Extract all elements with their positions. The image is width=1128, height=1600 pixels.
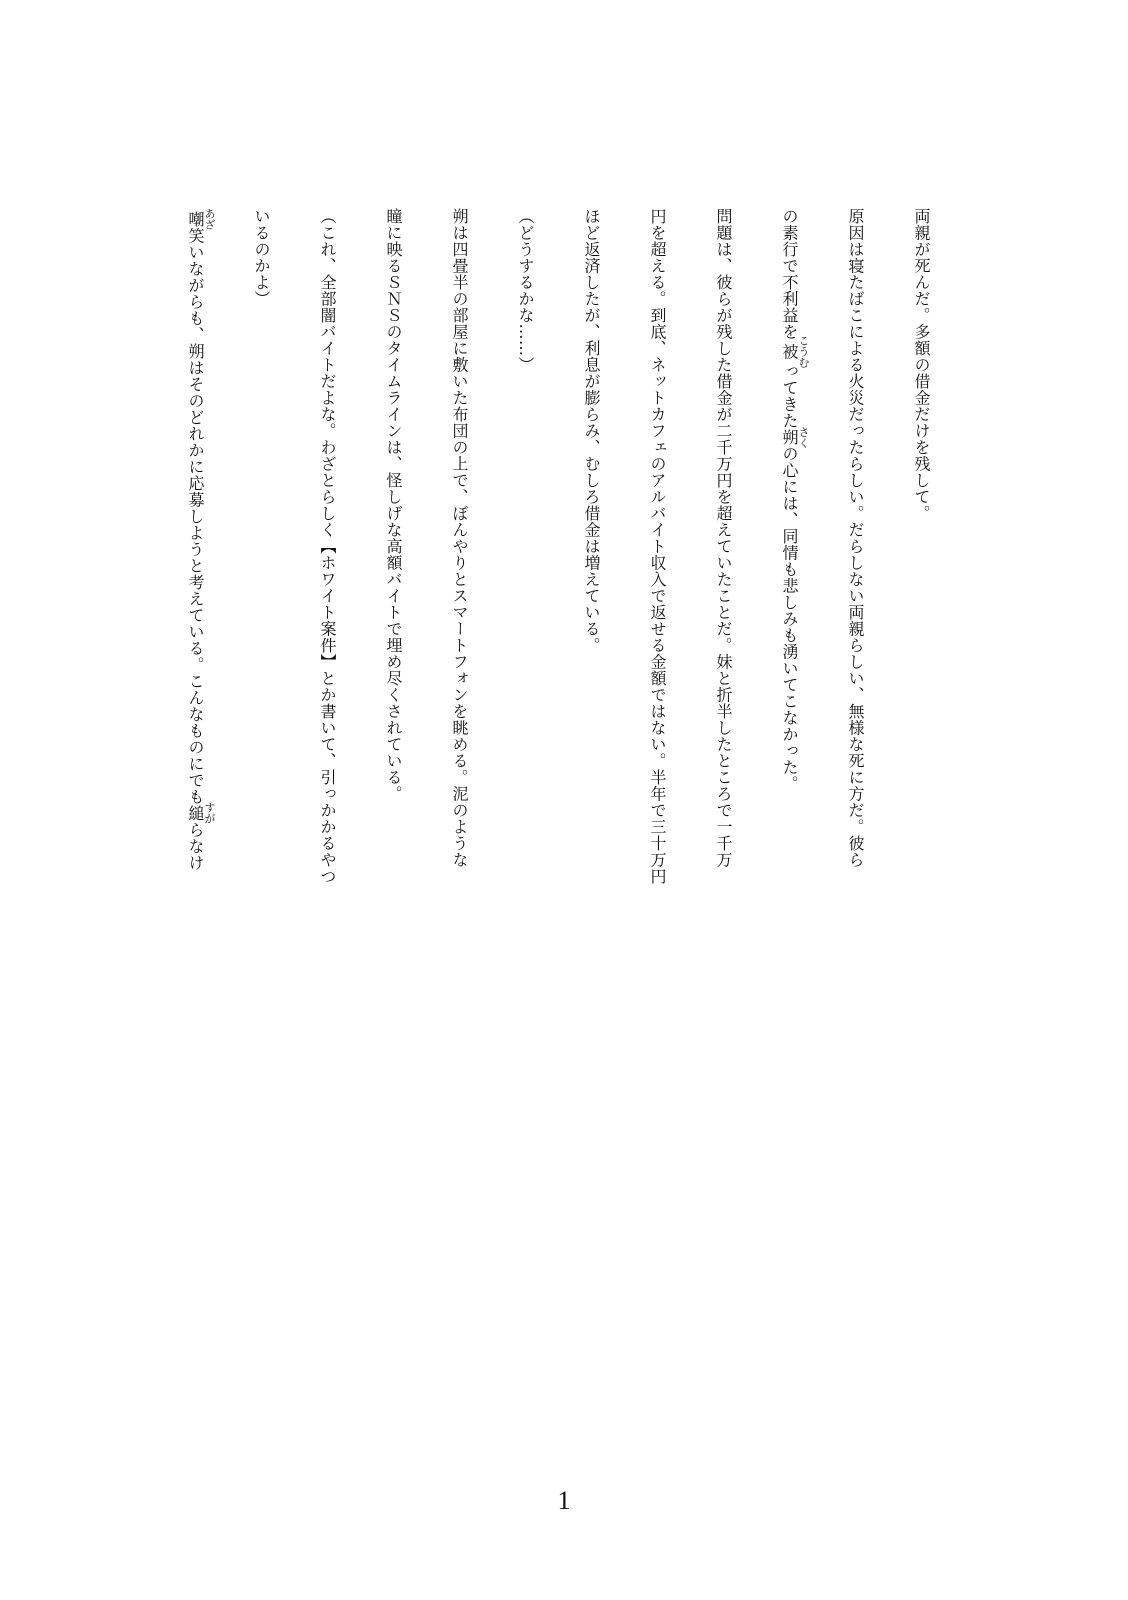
text-segment: らなけ xyxy=(186,821,205,871)
text-line: （どうするかな……） xyxy=(516,208,535,373)
ruby-word xyxy=(780,335,810,368)
text-line: 瞳に映るＳＮＳのタイムラインは、怪しげな高額バイトで埋め尽くされている。 xyxy=(384,208,403,802)
ruby-base: 朔 xyxy=(780,426,799,449)
text-line: 朔は四畳半の部屋に敷いた布団の上で、ぼんやりとスマートフォンを眺める。泥のような xyxy=(450,208,469,868)
ruby-base: 被 xyxy=(780,335,799,368)
text-segment: ってきた xyxy=(780,363,799,429)
ruby-reading: すが xyxy=(203,802,216,824)
text-line xyxy=(756,208,822,1348)
ruby-word xyxy=(186,802,216,824)
text-line: 原因は寝たばこによる火災だったらしい。だらしない両親らしい、無様な死に方だ。彼ら xyxy=(846,208,865,868)
ruby-reading: こうむ xyxy=(797,335,810,368)
ruby-word xyxy=(780,426,810,449)
ruby-reading: さく xyxy=(797,426,810,449)
text-line xyxy=(162,208,228,1348)
text-line: いるのかよ） xyxy=(252,208,271,307)
text-line: ほど返済したが、利息が膨らみ、むしろ借金は増えている。 xyxy=(582,208,601,654)
page-number: 1 xyxy=(557,1486,571,1515)
ruby-word xyxy=(186,208,216,230)
ruby-reading: あざ xyxy=(203,208,216,230)
ruby-base: 嘲 xyxy=(186,208,205,230)
ruby-base: 縋 xyxy=(186,802,205,824)
text-segment: の素行で不利益を xyxy=(780,208,799,340)
text-segment: 笑いながらも、朔はそのどれかに応募しようと考えている。こんなものにでも xyxy=(186,227,205,805)
text-line: 両親が死んだ。多額の借金だけを残して。 xyxy=(912,208,931,522)
text-line: （これ、全部闇バイトだよな。わざとらしく【ホワイト案件】とか書いて、引っかかるやつ xyxy=(318,208,337,885)
text-line: 問題は、彼らが残した借金が二千万円を超えていたことだ。妹と折半したところで一千万 xyxy=(714,208,733,868)
text-segment: の心には、同情も悲しみも湧いてこなかった。 xyxy=(780,445,799,792)
text-line: 円を超える。到底、ネットカフェのアルバイト収入で返せる金額ではない。半年で三十万円 xyxy=(648,208,667,885)
vertical-body-text xyxy=(162,208,954,1348)
